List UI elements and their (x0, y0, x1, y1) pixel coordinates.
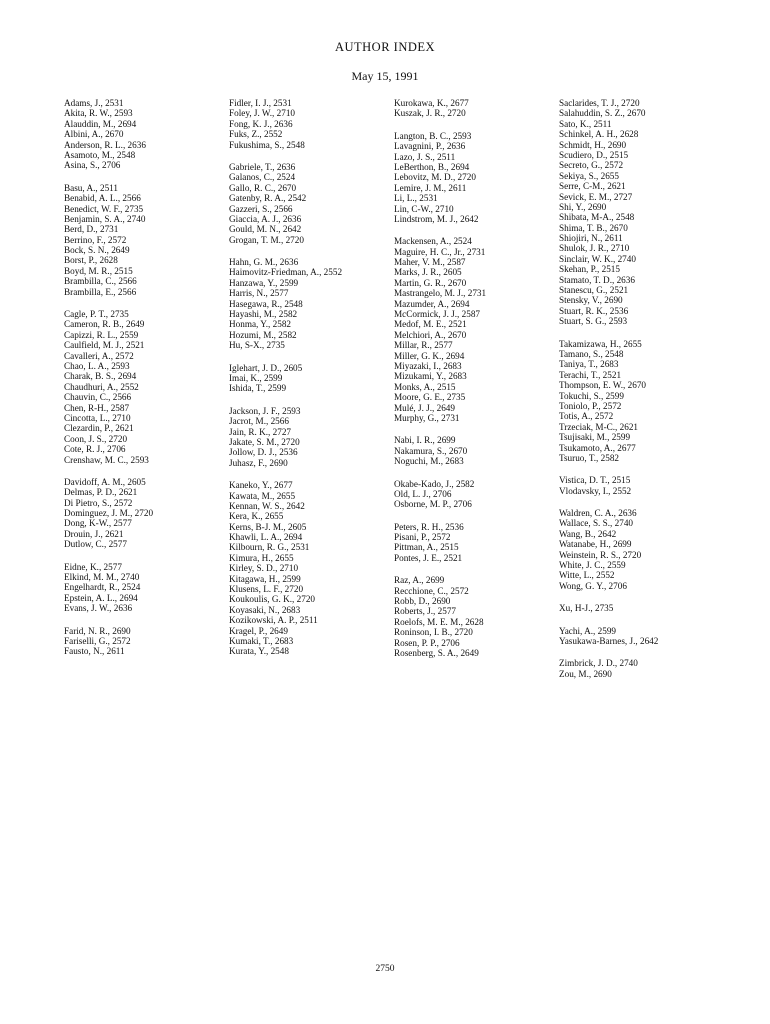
author-entry: Coon, J. S., 2720 (64, 433, 128, 444)
author-entry: Kennan, W. S., 2642 (229, 500, 305, 511)
author-entry: Dutlow, C., 2577 (64, 539, 127, 550)
author-entry: Jacrot, M., 2566 (229, 416, 289, 427)
letter-group-gap (559, 327, 729, 339)
author-entry: Zimbrick, J. D., 2740 (559, 658, 638, 669)
author-entry: Cincotta, L., 2710 (64, 412, 131, 423)
author-entry: Taniya, T., 2683 (559, 359, 619, 370)
author-entry: Capizzi, R. L., 2559 (64, 329, 139, 340)
author-entry: Grogan, T. M., 2720 (229, 234, 304, 245)
author-entry: Foley, J. W., 2710 (229, 108, 296, 119)
index-column-3 (394, 98, 564, 658)
author-entry: Chao, L. A., 2593 (64, 360, 130, 371)
author-entry: Kitagawa, H., 2599 (229, 573, 301, 584)
author-entry: Crenshaw, M. C., 2593 (64, 454, 149, 465)
letter-group-gap (559, 614, 729, 626)
author-entry: Brambilla, E., 2566 (64, 286, 137, 297)
index-column-2 (229, 98, 399, 657)
page-title: AUTHOR INDEX (334, 40, 436, 54)
author-entry: Chauvin, C., 2566 (64, 392, 132, 403)
author-entry: Lindstrom, M. J., 2642 (394, 213, 479, 224)
author-entry: Miller, G. K., 2694 (394, 350, 465, 361)
author-entry: Klusens, L. F., 2720 (229, 584, 304, 595)
author-entry: Honma, Y., 2582 (229, 319, 292, 330)
author-entry: Zou, M., 2690 (559, 668, 612, 679)
author-entry: Shiojiri, N., 2611 (559, 233, 623, 244)
author-entry: Shibata, M-A., 2548 (559, 212, 635, 223)
author-entry: Gazzeri, S., 2566 (229, 203, 293, 214)
author-entry: Eidne, K., 2577 (64, 561, 122, 572)
letter-group-gap (229, 351, 399, 363)
author-entry: Cameron, R. B., 2649 (64, 319, 145, 330)
author-entry: Haimovitz-Friedman, A., 2552 (229, 267, 343, 278)
author-entry: Hayashi, M., 2582 (229, 309, 298, 320)
author-entry: Murphy, G., 2731 (394, 412, 460, 423)
author-entry: Wong, G. Y., 2706 (559, 580, 627, 591)
author-entry: Jain, R. K., 2727 (229, 426, 292, 437)
author-entry: Stamato, T. D., 2636 (559, 274, 635, 285)
author-entry: Waldren, C. A., 2636 (559, 508, 637, 519)
author-entry: Gould, M. N., 2642 (229, 224, 302, 235)
author-entry: Kirley, S. D., 2710 (229, 563, 299, 574)
author-entry: Schinkel, A. H., 2628 (559, 129, 639, 140)
author-entry: Hasegawa, R., 2548 (229, 298, 303, 309)
author-entry: Watanabe, H., 2699 (559, 539, 632, 550)
author-entry: Kurata, Y., 2548 (229, 646, 289, 657)
letter-group-gap (559, 646, 729, 658)
author-entry: Cote, R. J., 2706 (64, 444, 126, 455)
author-entry: Gabriele, T., 2636 (229, 161, 296, 172)
author-entry: Sevick, E. M., 2727 (559, 191, 633, 202)
author-entry: Wallace, S. S., 2740 (559, 518, 634, 529)
author-entry: Chen, R-H., 2587 (64, 402, 130, 413)
author-entry: Wang, B., 2642 (559, 528, 617, 539)
author-entry: Charak, B. S., 2694 (64, 371, 137, 382)
author-entry: Sinclair, W. K., 2740 (559, 253, 636, 264)
author-entry: Kilbourn, R. G., 2531 (229, 542, 310, 553)
author-entry: Stensky, V., 2690 (559, 295, 623, 306)
author-entry: Delmas, P. D., 2621 (64, 487, 138, 498)
letter-group-gap (394, 467, 564, 479)
author-entry: Nabi, I. R., 2699 (394, 435, 456, 446)
letter-group-gap (229, 468, 399, 480)
author-entry: Mizukami, Y., 2683 (394, 371, 467, 382)
author-entry: Chaudhuri, A., 2552 (64, 381, 139, 392)
author-entry: Roberts, J., 2577 (394, 606, 457, 617)
author-entry: Tokuchi, S., 2599 (559, 390, 624, 401)
author-entry: Maguire, H. C., Jr., 2731 (394, 246, 486, 257)
author-entry: Medof, M. E., 2521 (394, 319, 467, 330)
author-entry: Basu, A., 2511 (64, 182, 119, 193)
author-entry: Epstein, A. L., 2694 (64, 592, 138, 603)
author-entry: Ishida, T., 2599 (229, 383, 287, 394)
author-entry: Lemire, J. M., 2611 (394, 182, 467, 193)
author-entry: McCormick, J. J., 2587 (394, 309, 481, 320)
author-entry: Tsujisaki, M., 2599 (559, 432, 631, 443)
author-entry: Serre, C-M., 2621 (559, 181, 626, 192)
author-entry: Kaneko, Y., 2677 (229, 480, 293, 491)
author-entry: Miyazaki, I., 2683 (394, 360, 462, 371)
author-entry: Kozikowski, A. P., 2511 (229, 615, 318, 626)
author-entry: Khawli, L. A., 2694 (229, 532, 303, 543)
author-entry: Alauddin, M., 2694 (64, 118, 137, 129)
author-entry: Berd, D., 2731 (64, 224, 119, 235)
author-entry: Cavalleri, A., 2572 (64, 350, 134, 361)
author-entry: Kimura, H., 2655 (229, 552, 294, 563)
letter-group-gap (394, 510, 564, 522)
letter-group-gap (64, 297, 234, 309)
author-entry: Koyasaki, N., 2683 (229, 604, 301, 615)
author-entry: Terachi, T., 2521 (559, 369, 622, 380)
author-entry: Pontes, J. E., 2521 (394, 552, 463, 563)
author-entry: Shi, Y., 2690 (559, 201, 607, 212)
author-entry: Vistica, D. T., 2515 (559, 475, 631, 486)
author-entry: Recchione, C., 2572 (394, 585, 469, 596)
author-entry: Adams, J., 2531 (64, 98, 124, 108)
author-entry: Kera, K., 2655 (229, 511, 284, 522)
letter-group-gap (394, 224, 564, 236)
author-entry: Cagle, P. T., 2735 (64, 309, 129, 320)
author-entry: Pisani, P., 2572 (394, 532, 451, 543)
author-entry: Totis, A., 2572 (559, 411, 614, 422)
author-entry: Fariselli, G., 2572 (64, 635, 131, 646)
index-column-1 (64, 98, 234, 657)
author-entry: Saclarides, T. J., 2720 (559, 98, 640, 108)
letter-group-gap (229, 394, 399, 406)
author-entry: Fausto, N., 2611 (64, 646, 125, 657)
author-entry: Brambilla, C., 2566 (64, 276, 137, 287)
author-entry: White, J. C., 2559 (559, 560, 626, 571)
author-entry: Mastrangelo, M. J., 2731 (394, 288, 487, 299)
author-entry: Shima, T. B., 2670 (559, 222, 628, 233)
author-entry: Martin, G. R., 2670 (394, 277, 467, 288)
page-number: 2750 (375, 964, 395, 974)
author-entry: Monks, A., 2515 (394, 381, 456, 392)
author-entry: Sato, K., 2511 (559, 118, 612, 129)
author-entry: Peters, R. H., 2536 (394, 521, 464, 532)
letter-group-gap (64, 465, 234, 477)
author-entry: Davidoff, A. M., 2605 (64, 476, 146, 487)
author-entry: Asamoto, M., 2548 (64, 149, 136, 160)
letter-group-gap (559, 496, 729, 508)
author-entry: Asina, S., 2706 (64, 160, 121, 171)
author-entry: Scudiero, D., 2515 (559, 149, 629, 160)
author-entry: Kuszak, J. R., 2720 (394, 108, 466, 119)
author-entry: Kragel, P., 2649 (229, 625, 288, 636)
author-entry: Lavagnini, P., 2636 (394, 141, 466, 152)
author-entry: Yasukawa-Barnes, J., 2642 (559, 635, 659, 646)
author-entry: Tsukamoto, A., 2677 (559, 442, 636, 453)
author-entry: LeBerthon, B., 2694 (394, 161, 470, 172)
author-entry: Salahuddin, S. Z., 2670 (559, 108, 646, 119)
author-entry: Kawata, M., 2655 (229, 490, 296, 501)
author-entry: Vlodavsky, I., 2552 (559, 485, 632, 496)
author-entry: Fidler, I. J., 2531 (229, 98, 292, 108)
author-entry: Engelhardt, R., 2524 (64, 582, 141, 593)
author-entry: Robb, D., 2690 (394, 596, 451, 607)
author-entry: Hozumi, M., 2582 (229, 329, 297, 340)
author-entry: Kumaki, T., 2683 (229, 635, 294, 646)
author-entry: Moore, G. E., 2735 (394, 392, 466, 403)
author-entry: Pittman, A., 2515 (394, 542, 459, 553)
author-entry: Mackensen, A., 2524 (394, 236, 472, 247)
author-entry: Kerns, B-J. M., 2605 (229, 521, 307, 532)
author-entry: Di Pietro, S., 2572 (64, 497, 133, 508)
author-entry: Thompson, E. W., 2670 (559, 380, 647, 391)
author-entry: Shulok, J. R., 2710 (559, 243, 630, 254)
author-entry: Farid, N. R., 2690 (64, 625, 131, 636)
author-entry: Schmidt, H., 2690 (559, 139, 627, 150)
author-entry: Jackson, J. F., 2593 (229, 405, 301, 416)
author-entry: Dong, K-W., 2577 (64, 518, 132, 529)
author-entry: Mazumder, A., 2694 (394, 298, 470, 309)
letter-group-gap (394, 119, 564, 131)
author-entry: Giaccia, A. J., 2636 (229, 213, 302, 224)
author-entry: Boyd, M. R., 2515 (64, 265, 133, 276)
author-entry: Maher, V. M., 2587 (394, 257, 466, 268)
author-entry: Gallo, R. C., 2670 (229, 182, 297, 193)
author-entry: Stuart, S. G., 2593 (559, 316, 628, 327)
author-entry: Fong, K. J., 2636 (229, 118, 293, 129)
letter-group-gap (394, 563, 564, 575)
author-entry: Caulfield, M. J., 2521 (64, 340, 145, 351)
letter-group-gap (394, 423, 564, 435)
author-entry: Koukoulis, G. K., 2720 (229, 594, 316, 605)
author-entry: Rosenberg, S. A., 2649 (394, 647, 479, 658)
author-entry: Jollow, D. J., 2536 (229, 447, 298, 458)
author-entry: Gatenby, R. A., 2542 (229, 193, 307, 204)
author-entry: Benabid, A. L., 2566 (64, 193, 141, 204)
author-entry: Galanos, C., 2524 (229, 172, 296, 183)
author-entry: Elkind, M. M., 2740 (64, 572, 140, 583)
author-entry: Albini, A., 2670 (64, 129, 124, 140)
author-entry: Toniolo, P., 2572 (559, 400, 622, 411)
author-entry: Lebovitz, M. D., 2720 (394, 172, 476, 183)
author-entry: Bock, S. N., 2649 (64, 245, 130, 256)
author-entry: Sekiya, S., 2655 (559, 170, 619, 181)
index-column-4 (559, 98, 729, 679)
author-entry: Okabe-Kado, J., 2582 (394, 478, 475, 489)
author-entry: Borst, P., 2628 (64, 255, 118, 266)
author-entry: Tsuruo, T., 2582 (559, 452, 620, 463)
author-entry: Fuks, Z., 2552 (229, 129, 283, 140)
author-entry: Osborne, M. P., 2706 (394, 499, 472, 510)
letter-group-gap (559, 463, 729, 475)
author-entry: Jakate, S. M., 2720 (229, 436, 300, 447)
author-entry: Mulé, J. J., 2649 (394, 402, 455, 413)
author-entry: Witte, L., 2552 (559, 570, 615, 581)
author-entry: Hanzawa, Y., 2599 (229, 277, 299, 288)
author-entry: Trzeciak, M-C., 2621 (559, 421, 639, 432)
author-entry: Old, L. J., 2706 (394, 488, 452, 499)
author-entry: Clezardin, P., 2621 (64, 423, 134, 434)
author-entry: Dominguez, J. M., 2720 (64, 508, 154, 519)
author-entry: Evans, J. W., 2636 (64, 603, 133, 614)
author-entry: Berrino, F., 2572 (64, 234, 127, 245)
author-entry: Marks, J. R., 2605 (394, 267, 462, 278)
letter-group-gap (229, 150, 399, 162)
author-entry: Benjamin, S. A., 2740 (64, 213, 146, 224)
author-entry: Anderson, R. L., 2636 (64, 139, 146, 150)
author-entry: Lazo, J. S., 2511 (394, 151, 456, 162)
author-entry: Takamizawa, H., 2655 (559, 338, 642, 349)
author-entry: Millar, R., 2577 (394, 340, 453, 351)
author-entry: Tamano, S., 2548 (559, 348, 624, 359)
letter-group-gap (229, 245, 399, 257)
author-entry: Weinstein, R. S., 2720 (559, 549, 642, 560)
letter-group-gap (64, 171, 234, 183)
author-entry: Nakamura, S., 2670 (394, 445, 468, 456)
author-entry: Melchiori, A., 2670 (394, 329, 467, 340)
author-entry: Langton, B. C., 2593 (394, 130, 472, 141)
author-entry: Rosen, P. P., 2706 (394, 637, 460, 648)
author-entry: Benedict, W. F., 2735 (64, 203, 144, 214)
author-entry: Iglehart, J. D., 2605 (229, 362, 303, 373)
author-entry: Fukushima, S., 2548 (229, 139, 305, 150)
author-entry: Stuart, R. K., 2536 (559, 305, 629, 316)
author-entry: Hu, S-X., 2735 (229, 340, 285, 351)
letter-group-gap (64, 614, 234, 626)
author-entry: Roninson, I. B., 2720 (394, 627, 473, 638)
author-entry: Li, L., 2531 (394, 193, 438, 204)
author-entry: Noguchi, M., 2683 (394, 456, 464, 467)
author-entry: Akita, R. W., 2593 (64, 108, 133, 119)
author-entry: Roelofs, M. E. M., 2628 (394, 616, 484, 627)
author-entry: Yachi, A., 2599 (559, 625, 617, 636)
author-entry: Secreto, G., 2572 (559, 160, 624, 171)
letter-group-gap (559, 591, 729, 603)
issue-date: May 15, 1991 (351, 69, 419, 83)
author-entry: Lin, C-W., 2710 (394, 203, 454, 214)
author-entry: Hahn, G. M., 2636 (229, 257, 299, 268)
author-entry: Imai, K., 2599 (229, 372, 283, 383)
author-entry: Raz, A., 2699 (394, 575, 445, 586)
author-entry: Juhasz, F., 2690 (229, 457, 288, 468)
author-entry: Stanescu, G., 2521 (559, 285, 629, 296)
author-entry: Drouin, J., 2621 (64, 528, 124, 539)
author-entry: Xu, H-J., 2735 (559, 603, 614, 614)
author-entry: Harris, N., 2577 (229, 288, 289, 299)
letter-group-gap (64, 550, 234, 562)
author-entry: Skehan, P., 2515 (559, 264, 620, 275)
author-entry: Kurokawa, K., 2677 (394, 98, 469, 108)
